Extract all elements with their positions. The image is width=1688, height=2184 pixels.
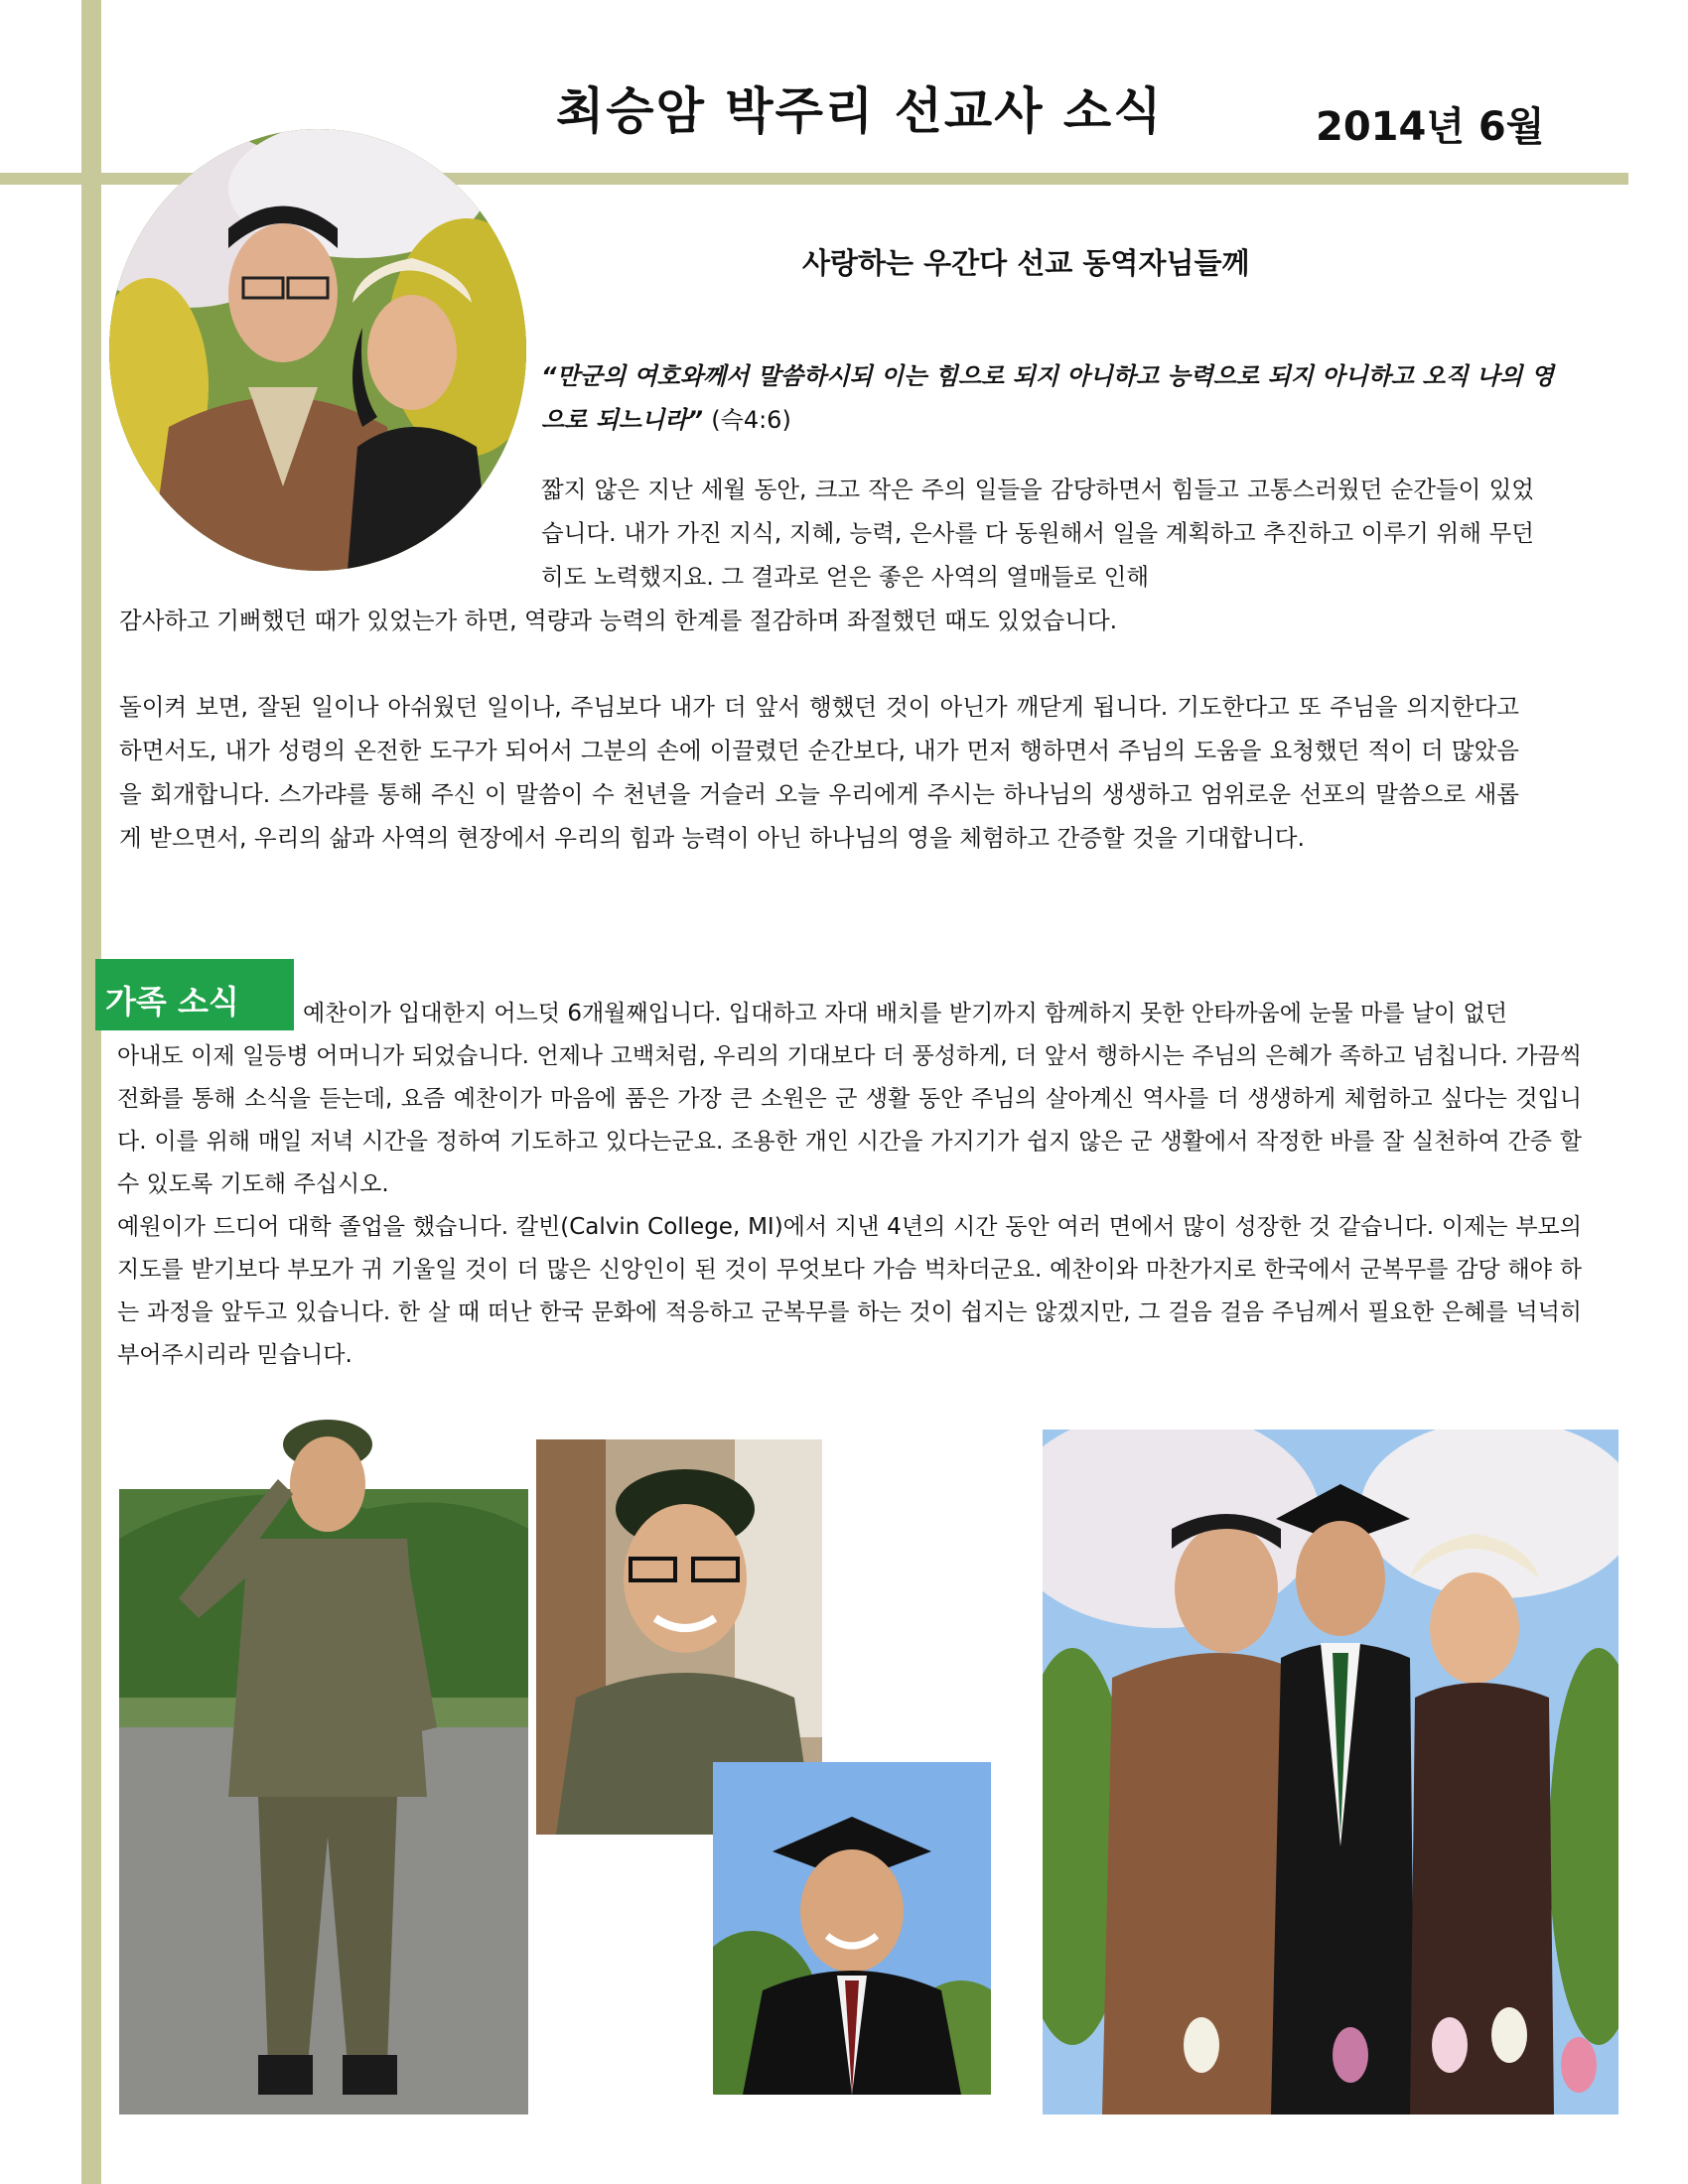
verse-text: “만군의 여호와께서 말씀하시되 이는 힘으로 되지 아니하고 능력으로 되지 아니하고 오직 나의 영으로 되느니라” [541, 362, 1554, 434]
paragraph-3-part-a: 예찬이가 입대한지 어느덧 6개월째입니다. 입대하고 자대 배치를 받기까지 함께하지 못한 안타까움에 눈물 마를 날이 없던 [303, 1001, 1507, 1026]
decorative-vertical-bar [81, 0, 101, 2184]
issue-date: 2014년 6월 [1316, 104, 1545, 150]
page-title: 최승암 박주리 선교사 소식 [556, 82, 1164, 140]
couple-photo [109, 129, 526, 571]
paragraph-4: 예원이가 드디어 대학 졸업을 했습니다. 칼빈(Calvin College, MI)에서 지낸 4년의 시간 동안 여러 면에서 많이 성장한 것 같습니다. 이제는 부모의 지도를 받기보다 부모가 귀 기울일 것이 더 많은 신앙인이 된 것이 무엇보다 가슴 벅차더군요. 예찬이와 마찬가지로 한국에서 군복무를 감당 해야 하는 과정을 앞두고 있습니다. 한 살 때 떠난 한국 문화에 적응하고 군복무를 하는 것이 쉽지는 않겠지만, 그 걸음 걸음 주님께서 필요한 은혜를 넉넉히 부어주시리라 믿습니다. [117, 1214, 1582, 1368]
family-graduation-photo [1043, 1430, 1618, 2115]
paragraph-1-part-b: 감사하고 기뻐했던 때가 있었는가 하면, 역량과 능력의 한계를 절감하며 좌절했던 때도 있었습니다. [119, 607, 1118, 634]
soldier-salute-photo [119, 1400, 528, 2115]
scripture-verse [541, 354, 1569, 442]
paragraph-2: 돌이켜 보면, 잘된 일이나 아쉬웠던 일이나, 주님보다 내가 더 앞서 행했던 것이 아닌가 깨닫게 됩니다. 기도한다고 또 주님을 의지한다고 하면서도, 내가 성령의 온전한 도구가 되어서 그분의 손에 이끌렸던 순간보다, 내가 먼저 행하면서 주님의 도움을 요청했던 적이 더 많았음을 회개합니다. 스가랴를 통해 주신 이 말씀이 수 천년을 거슬러 오늘 우리에게 주시는 하나님의 생생하고 엄위로운 선포의 말씀으로 새롭게 받으면서, 우리의 삶과 사역의 현장에서 우리의 힘과 능력이 아닌 하나님의 영을 체험하고 간증할 것을 기대합니다. [119, 693, 1519, 852]
family-news-badge: 가족 소식 [95, 959, 294, 1030]
verse-reference: (슥4:6) [711, 406, 791, 434]
paragraph-1-part-a: 짧지 않은 지난 세월 동안, 크고 작은 주의 일들을 감당하면서 힘들고 고통스러웠던 순간들이 있었습니다. 내가 가진 지식, 지혜, 능력, 은사를 다 동원해서 일을 계획하고 추진하고 이루기 위해 무던히도 노력했지요. 그 결과로 얻은 좋은 사역의 열매들로 인해 [541, 476, 1534, 591]
letter-greeting: 사랑하는 우간다 선교 동역자님들께 [802, 246, 1250, 280]
graduate-photo [713, 1762, 991, 2095]
paragraph-3-part-b: 아내도 이제 일등병 어머니가 되었습니다. 언제나 고백처럼, 우리의 기대보다 더 풍성하게, 더 앞서 행하시는 주님의 은혜가 족하고 넘칩니다. 가끔씩 전화를 통해 소식을 듣는데, 요즘 예찬이가 마음에 품은 가장 큰 소원은 군 생활 동안 주님의 살아계신 역사를 더 생생하게 체험하고 싶다는 것입니다. 이를 위해 매일 저녁 시간을 정하여 기도하고 있다는군요. 조용한 개인 시간을 가지기가 쉽지 않은 군 생활에서 작정한 바를 잘 실천하여 간증 할 수 있도록 기도해 주십시오. [117, 1043, 1582, 1197]
